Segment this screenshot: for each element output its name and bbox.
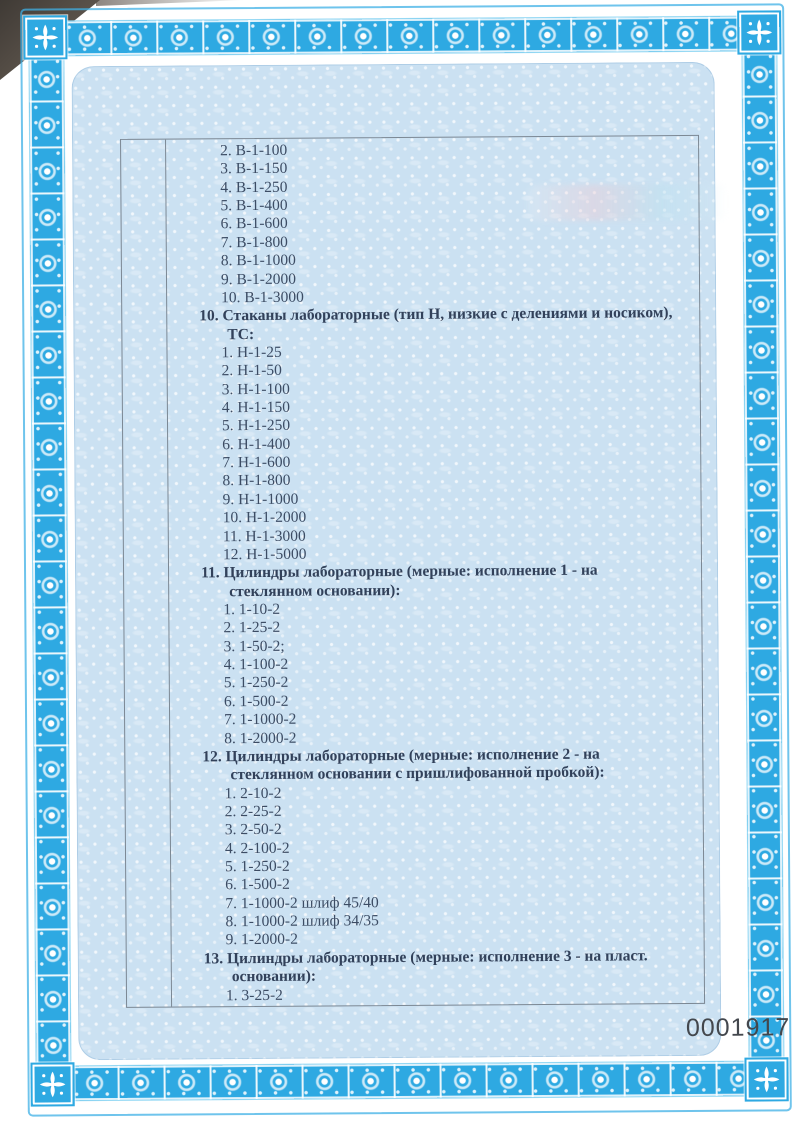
section-heading-line: 12. Цилиндры лабораторные (мерные: исполнение 2 - на [202,745,600,766]
list-item-line: 10. Н-1-2000 [222,508,307,527]
section-heading-line: 11. Цилиндры лабораторные (мерные: исполнение 1 - на [200,561,598,582]
list-item-line: 2. В-1-100 [220,141,288,160]
corner-ornament-icon [746,1059,786,1099]
ornament-band-bottom [71,1062,747,1101]
list-item-line: 4. 1-100-2 [223,655,289,674]
list-item-line: 8. Н-1-800 [222,472,291,490]
list-item-line: 1. 3-25-2 [225,986,283,1004]
list-item-line: 12. Н-1-5000 [222,545,307,564]
list-item-line: 1. 1-10-2 [223,600,281,619]
list-item-line: 2. 1-25-2 [223,619,281,637]
list-item-line: 1. 2-10-2 [224,784,282,802]
list-item-line: 7. Н-1-600 [222,453,291,472]
list-item-line: 8. В-1-1000 [220,251,296,270]
list-item-line: 2. 2-25-2 [224,802,282,821]
list-item-line: 8. 1-2000-2 [224,729,297,747]
ornament-band-right [742,51,783,1061]
list-item-line: 4. В-1-250 [220,178,288,196]
list-item-line: 7. 1-1000-2 [224,710,297,729]
serial-number: 0001917 [685,1013,791,1043]
section-heading-line: стеклянном основании с пришлифованной пробкой): [230,763,605,784]
list-item-line: 3. В-1-150 [220,160,288,178]
list-item-line: 5. Н-1-250 [221,417,291,435]
corner-ornament-icon [25,17,65,57]
list-item-line: 3. 2-50-2 [224,821,282,839]
list-item-line: 3. Н-1-100 [221,380,290,398]
section-heading-line: ТС: [227,325,255,343]
section-heading-line: стеклянном основании): [229,581,401,600]
list-item-line: 7. В-1-800 [220,233,288,252]
list-item-line: 9. В-1-2000 [220,270,296,288]
section-heading-line: основании): [231,967,317,986]
list-item-line: 11. Н-1-3000 [222,527,306,545]
list-item-line: 5. В-1-400 [220,196,288,215]
list-item-line: 4. 2-100-2 [224,839,290,857]
list-item-line: 9. 1-2000-2 [225,931,299,949]
content-table [120,135,705,1008]
table-content-column [166,136,704,1007]
certificate-inner-panel [72,62,791,1060]
list-item-line: 5. 1-250-2 [223,674,289,692]
list-item-line: 2. Н-1-50 [221,362,282,380]
section-heading-line: 13. Цилиндры лабораторные (мерные: исполнение 3 - на пласт. [203,947,648,968]
list-item-line: 9. Н-1-1000 [222,490,299,509]
list-item-line: 6. 1-500-2 [225,876,290,894]
list-item-line: 3. 1-50-2; [223,637,285,655]
table-left-column [121,140,172,1007]
corner-ornament-icon [739,12,779,52]
list-item-line: 10. В-1-3000 [221,288,304,307]
list-item-line: 4. Н-1-150 [221,398,290,417]
list-item-line: 6. 1-500-2 [223,692,289,711]
list-item-line: 8. 1-1000-2 шлиф 34/35 [225,912,379,931]
list-item-line: 1. Н-1-25 [221,343,282,362]
corner-ornament-icon [32,1064,72,1104]
list-item-line: 6. Н-1-400 [222,435,291,453]
list-item-line: 7. 1-1000-2 шлиф 45/40 [225,893,379,912]
ornament-band-left [29,56,70,1066]
section-heading-line: 10. Стаканы лабораторные (тип Н, низкие с делениями и носиком), [199,304,673,325]
list-item-line: 6. В-1-600 [220,215,288,233]
list-item-line: 5. 1-250-2 [225,857,290,876]
ornament-band-top [64,17,740,56]
